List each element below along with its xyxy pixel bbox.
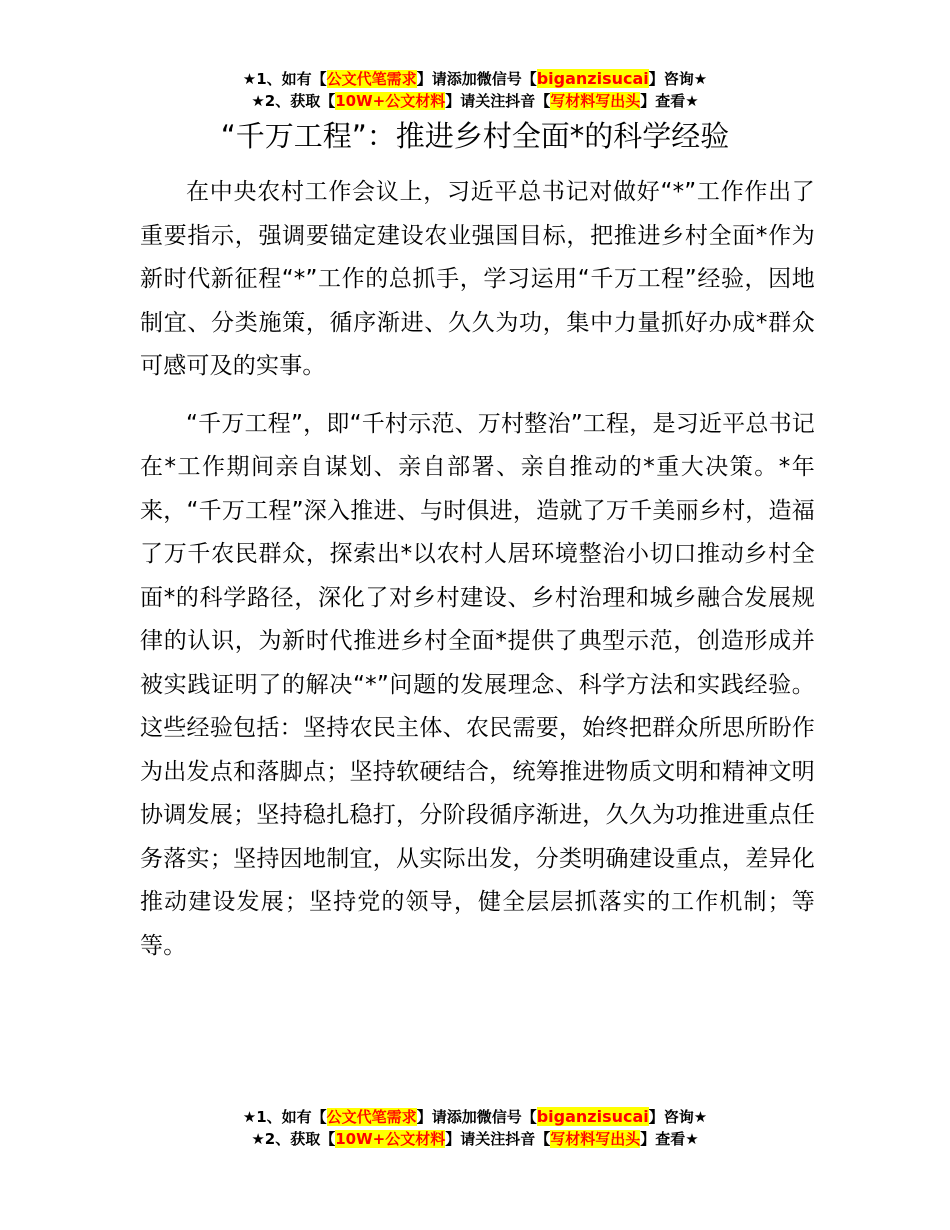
header-promo-line-2-suffix: 】查看★: [640, 92, 699, 110]
body-paragraph-2: “千万工程”，即“千村示范、万村整治”工程，是习近平总书记在*工作期间亲自谋划、亲自部署、亲自推动的*重大决策。*年来，“千万工程”深入推进、与时俱进，造就了万千美丽乡村，造福了万千农民群众，探索出*以农村人居环境整治小切口推动乡村全面*的科学路径，深化了对乡村建设、乡村治理和城乡融合发展规律的认识，为新时代推进乡村全面*提供了典型示范，创造形成并被实践证明了的解决“*”问题的发展理念、科学方法和实践经验。这些经验包括：坚持农民主体、农民需要，始终把群众所思所盼作为出发点和落脚点；坚持软硬结合，统筹推进物质文明和精神文明协调发展；坚持稳扎稳打，分阶段循序渐进，久久为功推进重点任务落实；坚持因地制宜，从实际出发，分类明确建设重点，差异化推动建设发展；坚持党的领导，健全层层抓落实的工作机制；等等。: [140, 410, 815, 959]
footer-promo-banner: [0, 1106, 950, 1150]
header-promo-line-1-middle: 】请添加微信号【: [416, 70, 537, 88]
footer-promo-line-1-middle: 】请添加微信号【: [416, 1108, 537, 1126]
header-promo-highlight-service: 公文代笔需求: [326, 70, 417, 88]
footer-promo-highlight-materials: 10W+公文材料: [335, 1130, 446, 1148]
footer-promo-line-1-prefix: ★1、如有【: [242, 1108, 327, 1126]
footer-promo-line-1: [0, 1106, 950, 1128]
footer-promo-highlight-wechat-id: biganzisucai: [536, 1107, 649, 1126]
footer-promo-highlight-douyin: 写材料写出头: [550, 1130, 641, 1148]
header-promo-banner: [0, 68, 950, 112]
header-promo-line-1-suffix: 】咨询★: [648, 70, 708, 88]
footer-promo-line-2-suffix: 】查看★: [640, 1130, 699, 1148]
document-title: “千万工程”：推进乡村全面*的科学经验: [220, 119, 730, 153]
footer-promo-line-2-prefix: ★2、获取【: [251, 1130, 336, 1148]
header-promo-highlight-wechat-id: biganzisucai: [536, 69, 649, 88]
footer-promo-line-2: [0, 1128, 950, 1150]
body-paragraph-1: 在中央农村工作会议上，习近平总书记对做好“*”工作作出了重要指示，强调要锚定建设农业强国目标，把推进乡村全面*作为新时代新征程“*”工作的总抓手，学习运用“千万工程”经验，因地制宜、分类施策，循序渐进、久久为功，集中力量抓好办成*群众可感可及的实事。: [140, 179, 815, 379]
header-promo-line-2-prefix: ★2、获取【: [251, 92, 336, 110]
header-promo-line-1-prefix: ★1、如有【: [242, 70, 327, 88]
header-promo-highlight-douyin: 写材料写出头: [550, 92, 641, 110]
header-promo-line-1: [0, 68, 950, 90]
header-promo-highlight-materials: 10W+公文材料: [335, 92, 446, 110]
footer-promo-line-2-middle: 】请关注抖音【: [445, 1130, 551, 1148]
document-body: [140, 171, 815, 982]
footer-promo-line-1-suffix: 】咨询★: [648, 1108, 708, 1126]
header-promo-line-2: [0, 90, 950, 112]
footer-promo-highlight-service: 公文代笔需求: [326, 1108, 417, 1126]
header-promo-line-2-middle: 】请关注抖音【: [445, 92, 551, 110]
